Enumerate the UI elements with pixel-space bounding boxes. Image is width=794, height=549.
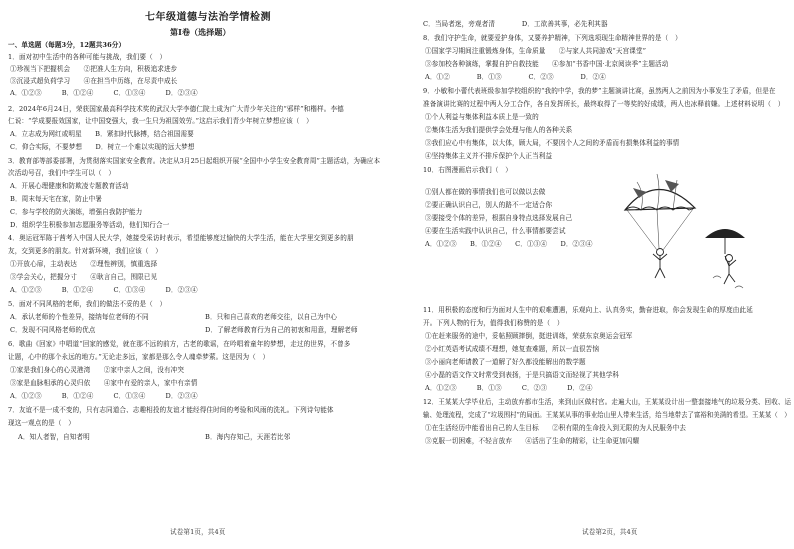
- q8-answers: A．①② B．①③ C．②③ D．②④: [425, 73, 606, 81]
- q12-options-34: ③克服一切困难，不轻言放弃 ④活出了生命的精彩，让生命更加闪耀: [425, 437, 640, 445]
- q7-option-b: B．海内存知己，天涯若比邻: [205, 433, 291, 441]
- q1-stem: 1．面对初中生活中的各种可能与挑战，我们要（ ）: [8, 53, 167, 61]
- q2-stem-1: 2．2024年6月24日，荣获国家最高科学技术奖的武汉大学李德仁院士成为广大青少年关注的“邪样”和楷样。李德: [8, 105, 344, 113]
- q10-option-3: ③要接受个体的差异，根据自身特点选择发展自己: [425, 214, 573, 222]
- q4-options-34: ③学会关心，把握分寸 ④耿言自己，围限已见: [10, 273, 158, 281]
- q11-stem-2: 开。下列人物的行为，值得我们称赞的是（ ）: [423, 319, 564, 327]
- page-footer: 试卷第2页，共4页: [582, 528, 638, 536]
- q10-option-1: ①别人都在做的事情我们也可以做以去做: [425, 188, 546, 196]
- q8-stem: 8．我们守护生命，就要爱护身体，又要养护精神，下列选项现生命精神世界的是（ ）: [423, 34, 682, 42]
- q12-stem-1: 12．王某某大学毕业后，主动放弃都市生活，来到山区做村官。走遍大山，王某某设计出一整套接地气的垃圾分类、回收、运: [423, 398, 792, 406]
- q3-stem-1: 3．教育部等部委部署，为贯彻落实国家安全教育。决定从3月25日起组织开展“全国中小学生安全教育周”主题活动，为确应本: [8, 157, 381, 165]
- right-page: [397, 0, 794, 549]
- q10-option-2: ②要正确认识自己，别人的路不一定适合你: [425, 201, 553, 209]
- q1-answers: A．①②③ B．①②④ C．①③④ D．②③④: [10, 89, 198, 97]
- q8-options-34: ③参加校各种演练，掌握自护自救技能 ④参加“书香中国·北京阅读季”主题活动: [425, 60, 669, 68]
- q6-stem-1: 6．歌曲《回家》中唱道“回家的感觉，就在那不远的前方，古老的歌谣，在吟唱着童年的梦想，走过的世界，不曾多: [8, 340, 351, 348]
- q7-options-cd: C．当局者迷，旁观者清 D．工欲善其事，必先利其器: [423, 20, 608, 28]
- section-heading: 一、单选题（每题3分，12题共36分）: [8, 41, 126, 49]
- q9-option-2: ②集体生活为我们提供学会处理与他人的各种关系: [425, 126, 573, 134]
- q3-stem-2: 次活动号召，我们中学生可以（ ）: [8, 169, 116, 177]
- parachute-cartoon: [617, 168, 767, 300]
- q5-option-d: D．了解老师教育行为自己的初衷和用意，理解老师: [205, 326, 358, 334]
- q1-options-34: ③沉浸式超负荷学习 ④在担当中历练，在尽责中成长: [10, 77, 178, 85]
- q10-option-4: ④要在生活实践中认识自己，什么事情都要尝试: [425, 227, 566, 235]
- q6-options-12: ①家是我们身心的心灵港湾 ②家中亲人之间，没有冲突: [10, 366, 185, 374]
- q11-option-3: ③小丽向老师请教了一道解了好久都没能解出的数学题: [425, 358, 586, 366]
- q5-option-a: A．承认老师的个性差异，接纳每位老师的不同: [10, 313, 149, 321]
- q11-stem-1: 11．用积极的态度和行为面对人生中的艰难遭遇，乐观向上、认真务实，勤奋进取，你会发现生命的厚度由此延: [423, 306, 753, 314]
- q7-stem-1: 7．友谊不是一成不变的，只有志同道合、志趣相投的友谊才能经得住时间的考验和风雨的洗礼。下列诗句能体: [8, 406, 334, 414]
- part-subtitle: 第Ⅰ卷（选择题）: [170, 27, 231, 37]
- q10-answers: A．①②③ B．①②④ C．①③④ D．②③④: [425, 240, 593, 248]
- q12-options-12: ①在生活经历中能看出自己的人生目标 ②积有限的生命投入到无限的为人民服务中去: [425, 424, 687, 432]
- q9-option-1: ①个人利益与集体利益本质上是一致的: [425, 113, 539, 121]
- q3-option-a: A．开展心理健康和防欺凌专题教育活动: [10, 182, 129, 190]
- q6-options-34: ③家是血脉相承的心灵归依 ④家中有爱的亲人，家中有亲情: [10, 379, 198, 387]
- exam-title: 七年级道德与法治学情检测: [145, 12, 271, 23]
- q4-options-12: ①开放心扉，主动表达 ②理性辨别，慎重选择: [10, 260, 158, 268]
- q11-option-4: ④小磊的语文作文时常受到表扬，于是只搞语文而轻视了其他学科: [425, 371, 620, 379]
- q8-options-12: ①国家学习期间注重锻炼身体，生命质量 ②与家人共同游戏“天宫课堂”: [425, 47, 647, 55]
- q6-stem-2: 让题，心中的那个永远的地方。”无论走多远，家都是那么令人魂牵梦萦。这是因为（ ）: [8, 353, 270, 361]
- q9-stem-1: 9．小敏和小蕾代表班级参加学校组织的“我的中学，我的梦”主题演讲比赛，虽然两人之前因为小事发生了矛盾，但是在: [423, 87, 776, 95]
- q6-answers: A．①②③ B．①②④ C．①③④ D．②③④: [10, 392, 198, 400]
- q10-stem: 10．右图漫画启示我们（ ）: [423, 166, 512, 174]
- q3-option-b: B．周末每天宅在家，防止中暑: [10, 195, 102, 203]
- q3-option-c: C．参与学校的防火演练，增强自我防护能力: [10, 208, 143, 216]
- q2-options-ab: A．立志成为网红或明星 B．紧扣时代脉搏，结合祖国需要: [10, 130, 194, 138]
- q11-answers: A．①②③ B．①③ C．②③ D．②④: [425, 384, 593, 392]
- q5-stem: 5．面对不同风格的老师，我们的做法不妥的是（ ）: [8, 300, 167, 308]
- q7-option-a: A．知人者智，自知者明: [18, 433, 90, 441]
- q5-option-b: B．只和自己喜欢的老师交往，以自己为中心: [205, 313, 338, 321]
- q5-option-c: C．发现不同风格老师的优点: [10, 326, 96, 334]
- q11-option-2: ②小红英语考试成绩不理想，她复查难题，所以一直很苦恼: [425, 345, 600, 353]
- q3-option-d: D．组织学生积极参加志愿服务等活动，他们知行合一: [10, 221, 170, 229]
- q2-stem-2: 仁说：“学成要报效国家，让中国变强大，我一生只为祖国效劳。”这启示我们青少年树立梦想应该（ ）: [8, 117, 313, 125]
- q9-stem-2: 准备演讲比赛的过程中两人分工合作，各自发挥所长，最终取得了一等奖的好成绩，两人也冰释前嫌。上述材料说明（ ）: [423, 100, 785, 108]
- q11-option-1: ①在赶来服务的途中，妥帖照顾摔倒，挺进训练，荣获东京奥运会冠军: [425, 332, 633, 340]
- q7-stem-2: 现这一观点的是（ ）: [8, 419, 75, 427]
- q9-option-3: ③我们应心中有集体，以大体，顾大局，不要因个人之间的矛盾而有损集体利益的事情: [425, 139, 680, 147]
- q1-options-12: ①珍视当下把握机会 ②把准人生方向，积极追求进步: [10, 65, 178, 73]
- q2-options-cd: C．仰合实际，不要梦想 D．树立一个难以实现的远大梦想: [10, 143, 195, 151]
- q4-answers: A．①②③ B．①②④ C．①③④ D．②③④: [10, 286, 198, 294]
- q12-stem-2: 输、处理流程，完成了“垃圾围村”的局面。王某某从事的事业给山里人带来生活，给当地带去了富裕和美满的希望。王某某（ ）: [423, 411, 791, 419]
- page-footer: 试卷第1页，共4页: [170, 528, 226, 536]
- q4-stem-1: 4．奥运冠军陈于茜考入中国人民大学，她接受采访时表示，希望能够度过愉快的大学生活，能在大学里交到更多的朋: [8, 234, 354, 242]
- q9-option-4: ④坚持集体主义并不排斥保护个人正当利益: [425, 152, 553, 160]
- q4-stem-2: 友，交到更多的朋友。针对新环境，我们应该（ ）: [8, 247, 162, 255]
